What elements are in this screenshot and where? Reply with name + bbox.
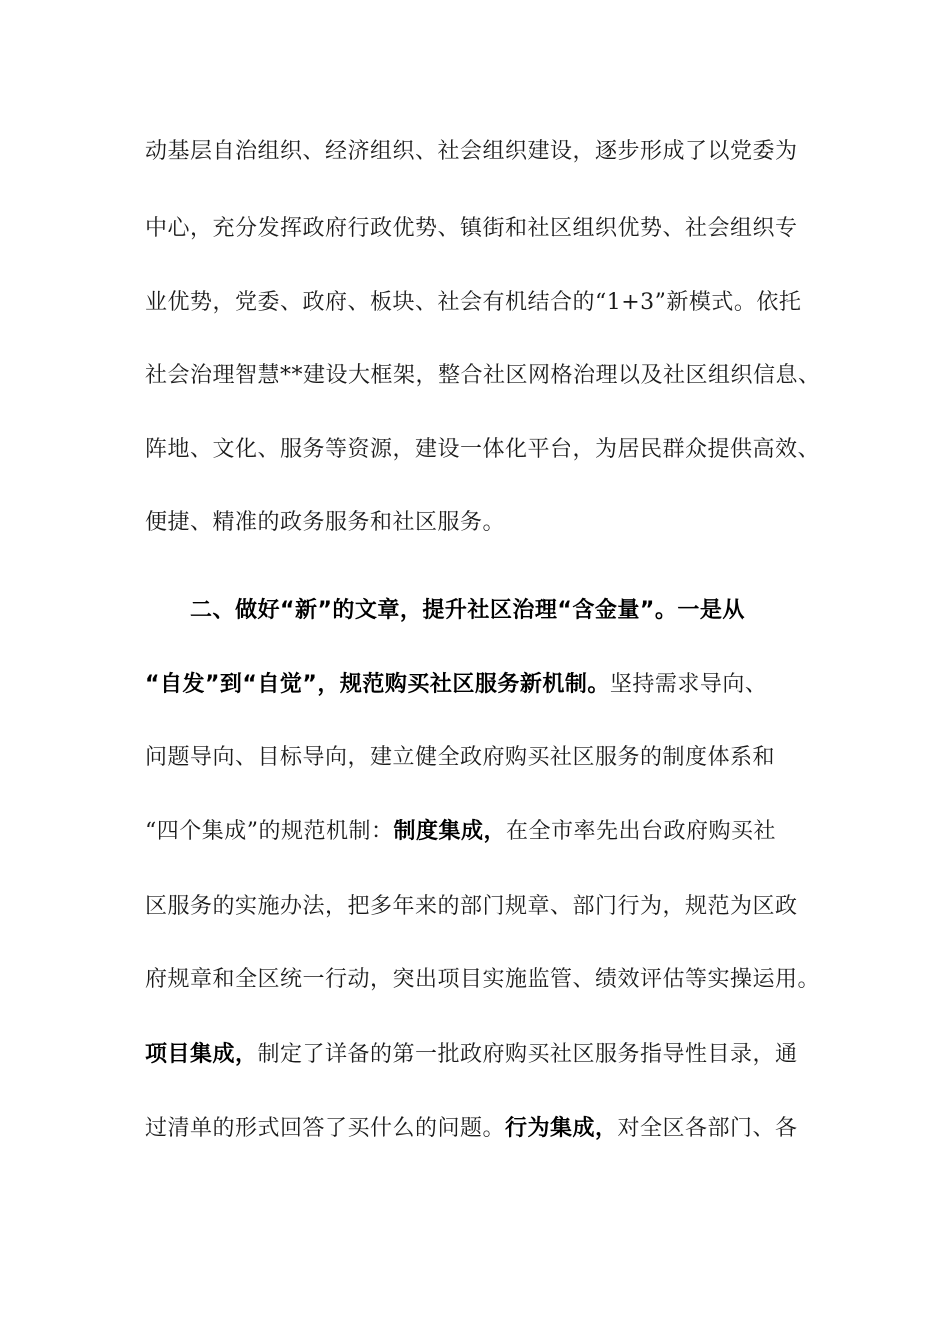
body-text: 在全市率先出台政府购买社 xyxy=(506,819,777,844)
section-heading-line xyxy=(190,591,870,631)
bold-term: 项目集成， xyxy=(145,1042,258,1067)
paragraph-line: 问题导向、目标导向，建立健全政府购买社区服务的制度体系和 xyxy=(145,745,776,770)
bold-term: 制度集成， xyxy=(393,819,507,844)
paragraph-line xyxy=(145,812,825,852)
paragraph-line: 区服务的实施办法，把多年来的部门规章、部门行为，规范为区政 xyxy=(145,894,798,919)
paragraph-line: 业优势，党委、政府、板块、社会有机结合的“1+3”新模式。依托 xyxy=(145,290,802,315)
paragraph-line xyxy=(145,1035,825,1075)
paragraph-line xyxy=(145,665,825,705)
paragraph-line xyxy=(145,1109,825,1149)
paragraph-line: 中心，充分发挥政府行政优势、镇街和社区组织优势、社会组织专 xyxy=(145,216,798,241)
paragraph-line: 府规章和全区统一行动，突出项目实施监管、绩效评估等实操运用。 xyxy=(145,967,821,992)
paragraph-line: 动基层自治组织、经济组织、社会组织建设，逐步形成了以党委为 xyxy=(145,139,798,164)
bold-subheading-text: “自发”到“自觉”，规范购买社区服务新机制。 xyxy=(145,672,610,697)
body-text: 过清单的形式回答了买什么的问题。 xyxy=(145,1116,506,1141)
body-text: “四个集成”的规范机制： xyxy=(145,819,394,844)
body-text: 坚持需求导向、 xyxy=(609,672,768,697)
paragraph-line: 便捷、精准的政务服务和社区服务。 xyxy=(145,510,506,535)
bold-term: 行为集成， xyxy=(505,1116,618,1141)
paragraph-line: 阵地、文化、服务等资源，建设一体化平台，为居民群众提供高效、 xyxy=(145,437,821,462)
body-text: 制定了详备的第一批政府购买社区服务指导性目录，通 xyxy=(257,1042,798,1067)
paragraph-line: 社会治理智慧**建设大框架，整合社区网格治理以及社区组织信息、 xyxy=(145,363,821,388)
bold-heading-text: 二、做好“新”的文章，提升社区治理“含金量”。一是从 xyxy=(190,598,745,623)
body-text: 对全区各部门、各 xyxy=(617,1116,798,1141)
